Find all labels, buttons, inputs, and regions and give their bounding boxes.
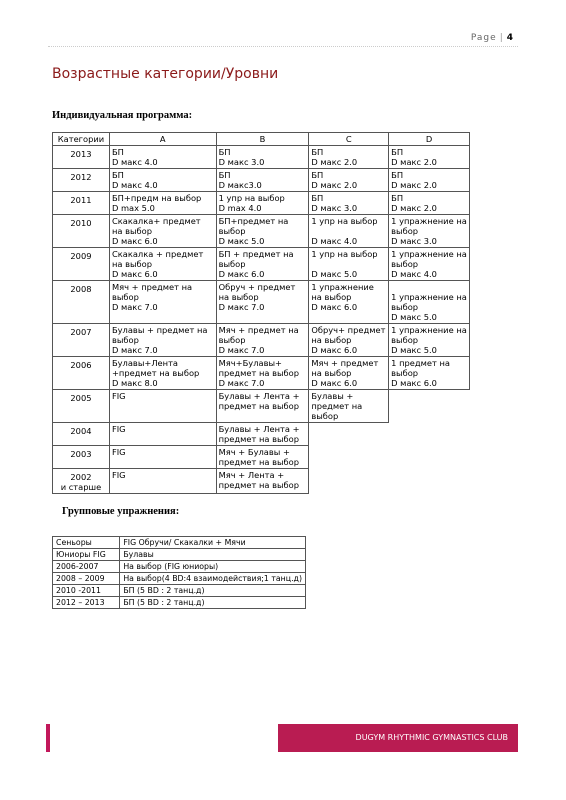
level-d-cell: 1 предмет на выбор D макс 6.0 — [389, 357, 470, 390]
category-year-cell: 2002 и старше — [53, 469, 110, 494]
empty-cell — [389, 390, 470, 423]
level-b-cell: Булавы + Лента + предмет на выбор — [216, 390, 309, 423]
table-row — [53, 169, 470, 192]
empty-cell — [389, 469, 470, 494]
level-c-cell: 1 упр на выбор D макс 5.0 — [309, 248, 389, 281]
level-c-cell: Обруч+ предмет на выбор D макс 6.0 — [309, 324, 389, 357]
group-category-cell: 2008 – 2009 — [53, 573, 120, 585]
level-d-cell: 1 упражнение на выбор D макс 4.0 — [389, 248, 470, 281]
level-b-cell: БП D макс 3.0 — [216, 146, 309, 169]
level-b-cell: Мяч+Булавы+ предмет на выбор D макс 7.0 — [216, 357, 309, 390]
column-header: A — [109, 133, 216, 146]
table-row — [53, 390, 470, 423]
level-b-cell: БП+предмет на выбор D макс 5.0 — [216, 215, 309, 248]
group-row — [53, 549, 306, 561]
level-a-cell: БП+предм на выбор D max 5.0 — [109, 192, 216, 215]
category-year-cell: 2007 — [53, 324, 110, 357]
table-row — [53, 281, 470, 324]
level-a-cell: FIG — [109, 446, 216, 469]
empty-cell — [389, 446, 470, 469]
empty-cell — [309, 446, 389, 469]
group-category-cell: 2012 – 2013 — [53, 597, 120, 609]
table-row — [53, 146, 470, 169]
level-d-cell: БП D макс 2.0 — [389, 146, 470, 169]
group-row — [53, 573, 306, 585]
level-d-cell: 1 упражнение на выбор D макс 5.0 — [389, 281, 470, 324]
table-row — [53, 423, 470, 446]
group-program-cell: На выбор (FIG юниоры) — [120, 561, 306, 573]
group-program-cell: Булавы — [120, 549, 306, 561]
level-a-cell: FIG — [109, 469, 216, 494]
group-program-cell: БП (5 BD : 2 танц.д) — [120, 597, 306, 609]
footer-accent-bar — [46, 724, 50, 752]
group-row — [53, 561, 306, 573]
level-b-cell: Обруч + предмет на выбор D макс 7.0 — [216, 281, 309, 324]
page-title: Возрастные категории/Уровни — [52, 66, 279, 82]
level-b-cell: Мяч + Лента + предмет на выбор — [216, 469, 309, 494]
individual-heading: Индивидуальная программа: — [52, 110, 193, 121]
level-c-cell: Булавы + предмет на выбор — [309, 390, 389, 423]
level-a-cell: FIG — [109, 390, 216, 423]
table-row — [53, 357, 470, 390]
group-program-cell: БП (5 BD : 2 танц.д) — [120, 585, 306, 597]
level-a-cell: Мяч + предмет на выбор D макс 7.0 — [109, 281, 216, 324]
level-a-cell: БП D макс 4.0 — [109, 146, 216, 169]
column-header: B — [216, 133, 309, 146]
column-header: Категории — [53, 133, 110, 146]
category-year-cell: 2013 — [53, 146, 110, 169]
category-year-cell: 2005 — [53, 390, 110, 423]
category-year-cell: 2008 — [53, 281, 110, 324]
level-b-cell: 1 упр на выбор D max 4.0 — [216, 192, 309, 215]
category-year-cell: 2003 — [53, 446, 110, 469]
header-divider — [48, 46, 518, 47]
level-c-cell: БП D макс 2.0 — [309, 146, 389, 169]
group-category-cell: 2010 -2011 — [53, 585, 120, 597]
group-category-cell: 2006-2007 — [53, 561, 120, 573]
category-year-cell: 2006 — [53, 357, 110, 390]
column-header: D — [389, 133, 470, 146]
page-header: Page | 4 — [470, 33, 514, 43]
level-a-cell: Булавы+Лента +предмет на выбор D макс 8.0 — [109, 357, 216, 390]
table-row — [53, 215, 470, 248]
column-header: C — [309, 133, 389, 146]
level-b-cell: Мяч + Булавы + предмет на выбор — [216, 446, 309, 469]
empty-cell — [389, 423, 470, 446]
group-row — [53, 585, 306, 597]
level-a-cell: FIG — [109, 423, 216, 446]
category-year-cell: 2010 — [53, 215, 110, 248]
empty-cell — [309, 423, 389, 446]
level-a-cell: БП D макс 4.0 — [109, 169, 216, 192]
table-row — [53, 469, 470, 494]
level-b-cell: Булавы + Лента + предмет на выбор — [216, 423, 309, 446]
page-number: 4 — [506, 33, 514, 43]
table-row — [53, 446, 470, 469]
page-label: Page — [470, 33, 497, 43]
table-row — [53, 324, 470, 357]
group-row — [53, 537, 306, 549]
category-year-cell: 2009 — [53, 248, 110, 281]
group-heading: Групповые упражнения: — [62, 506, 180, 517]
level-d-cell: БП D макс 2.0 — [389, 192, 470, 215]
level-c-cell: БП D макс 2.0 — [309, 169, 389, 192]
table-header-row — [53, 133, 470, 146]
footer-club-banner: DUGYM RHYTHMIC GYMNASTICS CLUB — [278, 724, 518, 752]
category-year-cell: 2012 — [53, 169, 110, 192]
category-year-cell: 2011 — [53, 192, 110, 215]
level-d-cell: 1 упражнение на выбор D макс 5.0 — [389, 324, 470, 357]
group-table-body — [53, 537, 306, 609]
level-b-cell: Мяч + предмет на выбор D макс 7.0 — [216, 324, 309, 357]
table-row — [53, 248, 470, 281]
level-a-cell: Скакалка + предмет на выбор D макс 6.0 — [109, 248, 216, 281]
category-year-cell: 2004 — [53, 423, 110, 446]
level-c-cell: Мяч + предмет на выбор D макс 6.0 — [309, 357, 389, 390]
level-b-cell: БП D макс3.0 — [216, 169, 309, 192]
group-category-cell: Юниоры FIG — [53, 549, 120, 561]
group-program-cell: FIG Обручи/ Скакалки + Мячи — [120, 537, 306, 549]
level-d-cell: 1 упражнение на выбор D макс 3.0 — [389, 215, 470, 248]
level-d-cell: БП D макс 2.0 — [389, 169, 470, 192]
level-a-cell: Скакалка+ предмет на выбор D макс 6.0 — [109, 215, 216, 248]
table-row — [53, 192, 470, 215]
level-b-cell: БП + предмет на выбор D макс 6.0 — [216, 248, 309, 281]
individual-program-table — [52, 132, 470, 494]
level-c-cell: 1 упражнение на выбор D макс 6.0 — [309, 281, 389, 324]
level-a-cell: Булавы + предмет на выбор D макс 7.0 — [109, 324, 216, 357]
group-exercises-table — [52, 536, 306, 609]
table-body — [53, 146, 470, 494]
group-row — [53, 597, 306, 609]
group-program-cell: На выбор(4 BD:4 взаимодействия;1 танц.д) — [120, 573, 306, 585]
group-category-cell: Сеньоры — [53, 537, 120, 549]
level-c-cell: БП D макс 3.0 — [309, 192, 389, 215]
level-c-cell: 1 упр на выбор D макс 4.0 — [309, 215, 389, 248]
empty-cell — [309, 469, 389, 494]
